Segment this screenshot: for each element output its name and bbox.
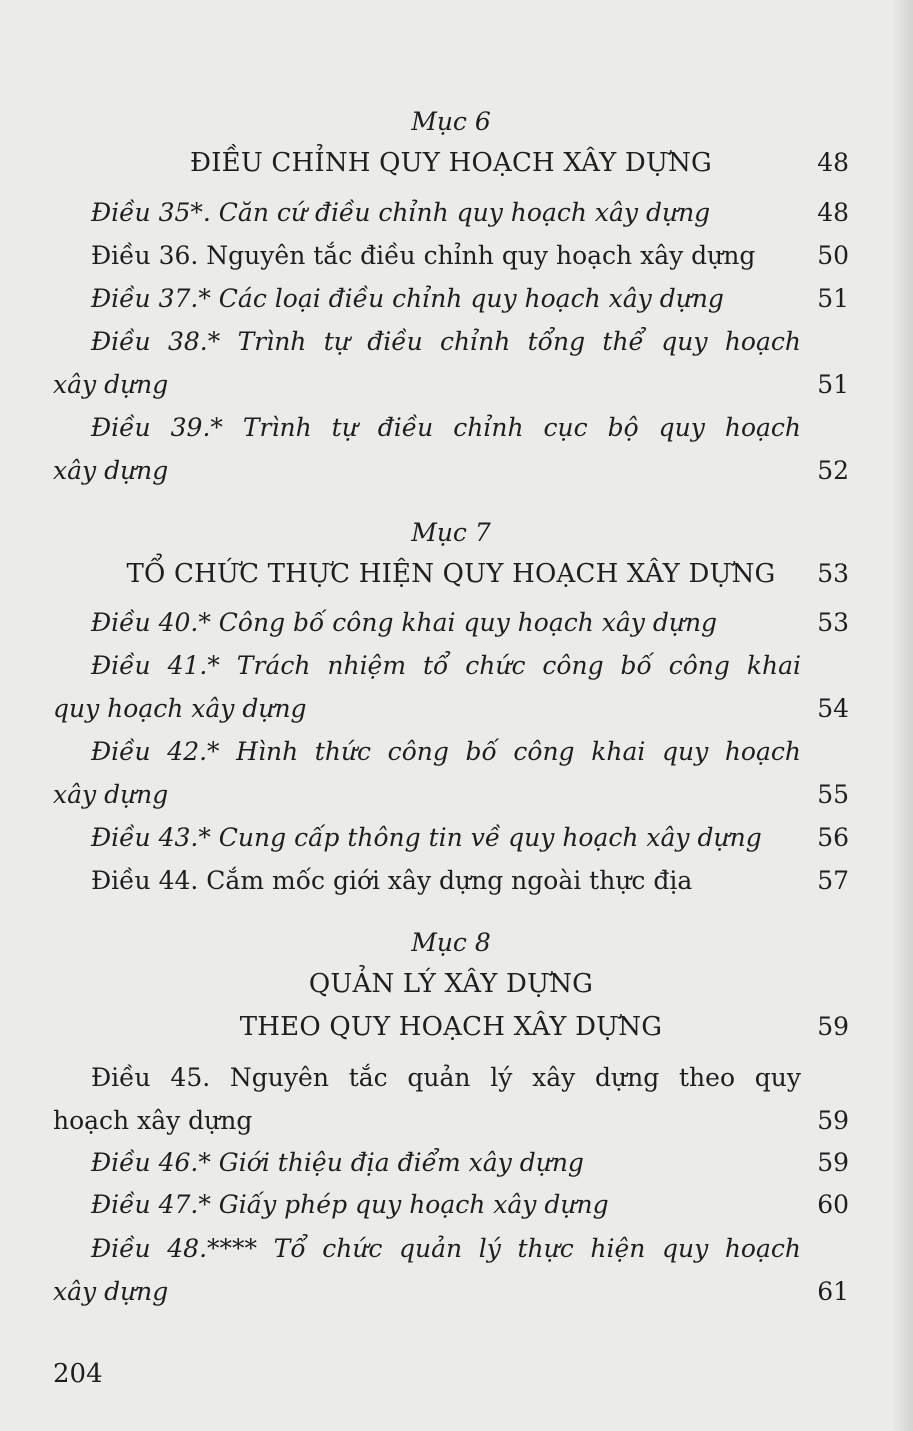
page-ref: 50 [817,241,849,270]
toc-entry-continuation: quy hoạch xây dựng 54 [53,689,849,729]
section-heading: TỔ CHỨC THỰC HIỆN QUY HOẠCH XÂY DỰNG 53 [53,554,849,594]
toc-entry: Điều 42.* Hình thức công bố công khai quy hoạch [91,737,801,766]
page-ref: 59 [817,1148,849,1177]
toc-entry: Điều 37.* Các loại điều chỉnh quy hoạch xây dựng 51 [53,279,849,319]
toc-entry: Điều 47.* Giấy phép quy hoạch xây dựng 60 [53,1185,849,1225]
page-ref: 59 [817,1012,849,1041]
section-label: Mục 7 [411,518,491,547]
toc-entry-continuation: hoạch xây dựng 59 [53,1101,849,1141]
page-ref: 59 [817,1106,849,1135]
page-ref: 56 [817,823,849,852]
section-heading: THEO QUY HOẠCH XÂY DỰNG 59 [53,1007,849,1047]
toc-entry: Điều 46.* Giới thiệu địa điểm xây dựng 59 [53,1143,849,1183]
section-label: Mục 8 [411,928,491,957]
section-heading: ĐIỀU CHỈNH QUY HOẠCH XÂY DỰNG 48 [53,143,849,183]
toc-entry-continuation: xây dựng 51 [53,365,849,405]
toc-entry: Điều 48.**** Tổ chức quản lý thực hiện quy hoạch [91,1234,801,1263]
page-ref: 60 [817,1190,849,1219]
toc-entry: Điều 45. Nguyên tắc quản lý xây dựng theo quy [91,1063,801,1092]
page-ref: 48 [817,198,849,227]
page-ref: 51 [817,284,849,313]
toc-entry: Điều 40.* Công bố công khai quy hoạch xây dựng 53 [53,603,849,643]
toc-entry: Điều 41.* Trách nhiệm tổ chức công bố công khai [91,651,801,680]
page-edge-shadow [891,0,913,1431]
toc-entry: Điều 43.* Cung cấp thông tin về quy hoạch xây dựng 56 [53,818,849,858]
toc-entry-continuation: xây dựng 61 [53,1272,849,1312]
toc-entry: Điều 38.* Trình tự điều chỉnh tổng thể quy hoạch [91,327,801,356]
page-ref: 51 [817,370,849,399]
page-ref: 48 [817,148,849,177]
page-ref: 54 [817,694,849,723]
toc-entry-continuation: xây dựng 52 [53,451,849,491]
toc-entry: Điều 39.* Trình tự điều chỉnh cục bộ quy hoạch [91,413,801,442]
toc-entry: Điều 44. Cắm mốc giới xây dựng ngoài thực địa 57 [53,861,849,901]
page-ref: 57 [817,866,849,895]
section-label: Mục 6 [411,107,491,136]
toc-entry-continuation: xây dựng 55 [53,775,849,815]
toc-entry: Điều 35*. Căn cứ điều chỉnh quy hoạch xây dựng 48 [53,193,849,233]
toc-entry: Điều 36. Nguyên tắc điều chỉnh quy hoạch xây dựng 50 [53,236,849,276]
page-ref: 53 [817,608,849,637]
page-ref: 52 [817,456,849,485]
page-ref: 61 [817,1277,849,1306]
page-ref: 53 [817,559,849,588]
section-heading: QUẢN LÝ XÂY DỰNG [308,969,594,999]
page-ref: 55 [817,780,849,809]
page-number: 204 [53,1359,103,1389]
